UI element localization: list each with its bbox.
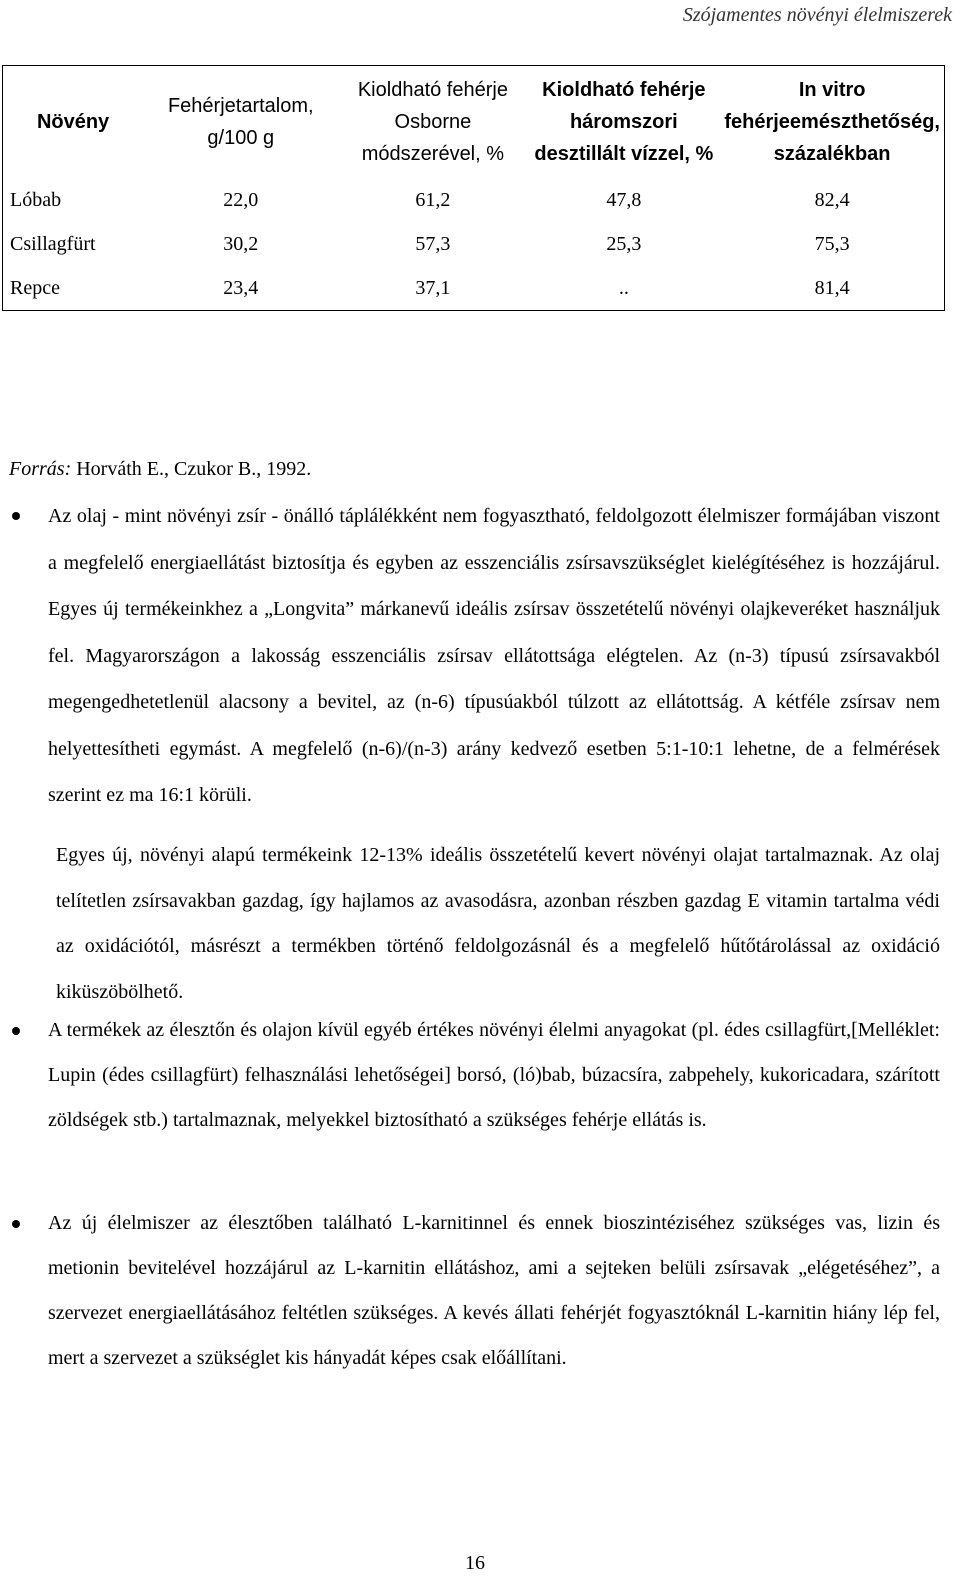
table-row <box>3 178 945 222</box>
table-cell: 82,4 <box>814 189 850 211</box>
source-text: Horváth E., Czukor B., 1992. <box>76 458 312 480</box>
bullet-icon <box>12 1027 20 1035</box>
table-cell: Lóbab <box>10 189 62 211</box>
page-number: 16 <box>465 1552 485 1574</box>
paragraph-text: Az új élelmiszer az élesztőben található L-karnitinnel és ennek bioszintéziséhez szükséges vas, lizin és metionin bevitelével hozzájárul az L-karnitin ellátáshoz, ami a sejteken belüli zsírsavak „elégetéséhez”, a szervezet energiaellátásához feltétlen szükséges. A kevés állati fehérjét fogyasztóknál L-karnitin hiány lép fel, mert a szervezet a szükséglet kis hányadát képes csak előállítani. <box>48 1212 940 1369</box>
paragraph-oil-products <box>56 833 940 1015</box>
table-cell: 22,0 <box>223 189 259 211</box>
table-row <box>3 222 945 266</box>
header-soluble-distilled: Kioldható fehérje háromszori desztillált vízzel, % <box>534 79 714 165</box>
table-cell: 25,3 <box>606 233 642 255</box>
header-digestibility: In vitro fehérjeemészthetőség, százalékban <box>724 79 940 165</box>
source-label: Forrás: <box>9 458 72 480</box>
running-header: Szójamentes növényi élelmiszerek <box>682 4 952 26</box>
bullet-icon <box>12 512 20 520</box>
table-cell: Repce <box>10 277 60 299</box>
table-cell: 61,2 <box>415 189 451 211</box>
table-cell: .. <box>618 277 629 299</box>
paragraph-text: Egyes új, növényi alapú termékeink 12-13% ideális összetételű kevert növényi olajat tartalmaznak. Az olaj telítetlen zsírsavakban gazdag, így hajlamos az avasodásra, azonban részben gazdag E vitamin tartalma védi az oxidációtól, másrészt a termékben történő feldolgozásnál és a megfelelő hűtőtárolással az oxidáció kiküszöbölhető. <box>56 844 940 1003</box>
table-cell: 75,3 <box>814 233 850 255</box>
protein-table <box>2 65 945 311</box>
table-cell: 47,8 <box>606 189 642 211</box>
table-cell: 23,4 <box>223 277 259 299</box>
header-protein-content: Fehérjetartalom, g/100 g <box>167 95 314 149</box>
table-header-row <box>3 66 945 179</box>
bullet-paragraph-oil <box>48 493 940 819</box>
table-cell: 37,1 <box>415 277 451 299</box>
bullet-paragraph-ingredients <box>48 1008 940 1143</box>
table-cell: Csillagfürt <box>10 233 96 255</box>
paragraph-text: Az olaj - mint növényi zsír - önálló táplálékként nem fogyasztható, feldolgozott élelmiszer formájában viszont a megfelelő energiaellátást biztosítja és egyben az esszenciális zsírsavszükséglet kielégítéséhez is hozzájárul. Egyes új termékeinkhez a „Longvita” márkanevű ideális zsírsav összetételű növényi olajkeveréket használjuk fel. Magyarországon a lakosság esszenciális zsírsav ellátottsága elégtelen. Az (n-3) típusú zsírsavakból megengedhetetlenül alacsony a bevitel, az (n-6) típusúakból túlzott az ellátottság. A kétféle zsírsav nem helyettesítheti egymást. A megfelelő (n-6)/(n-3) arány kedvező esetben 5:1-10:1 lehetne, de a felmérések szerint ez ma 16:1 körüli. <box>48 505 940 806</box>
bullet-paragraph-carnitine <box>48 1201 940 1381</box>
table-cell: 57,3 <box>415 233 451 255</box>
paragraph-text: A termékek az élesztőn és olajon kívül egyéb értékes növényi élelmi anyagokat (pl. édes csillagfürt,[Melléklet: Lupin (édes csillagfürt) felhasználási lehetőségei] borsó, (ló)bab, búzacsíra, zabpehely, kukoricadara, szárított zöldségek stb.) tartalmaznak, melyekkel biztosítható a szükséges fehérje ellátás is. <box>48 1019 940 1131</box>
table-cell: 30,2 <box>223 233 259 255</box>
table-cell: 81,4 <box>814 277 850 299</box>
source-citation <box>9 458 311 481</box>
header-soluble-osborne: Kioldható fehérje Osborne módszerével, % <box>357 79 508 165</box>
table-row <box>3 266 945 311</box>
bullet-icon <box>12 1220 20 1228</box>
header-plant: Növény <box>36 111 110 133</box>
